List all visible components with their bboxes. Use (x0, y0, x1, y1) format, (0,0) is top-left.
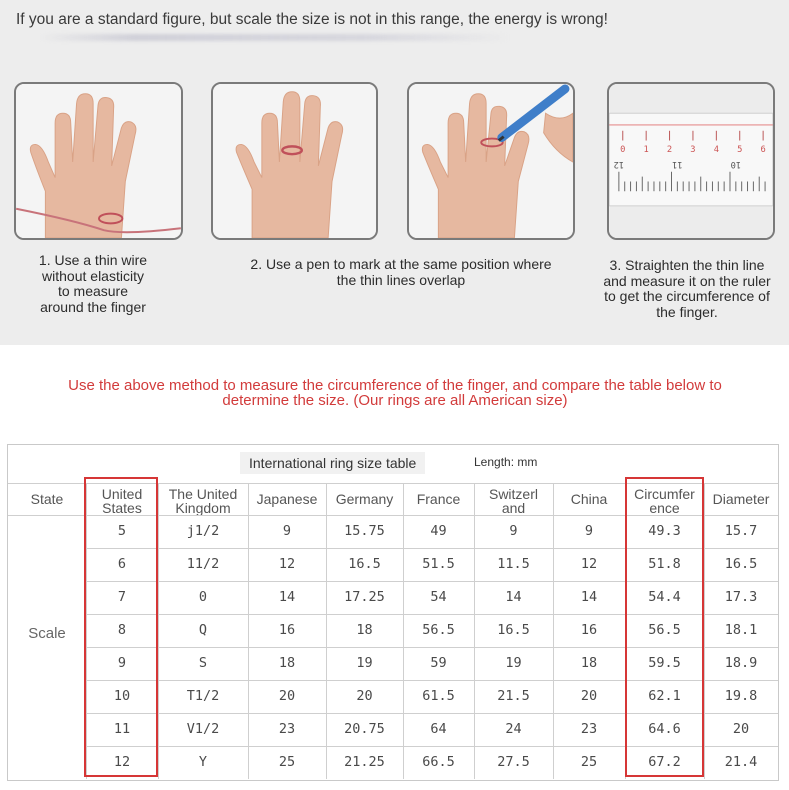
caption-line: to measure (57, 283, 129, 299)
step-1-image (14, 82, 183, 240)
table-cell: 11 (113, 721, 131, 737)
table-cell: V1/2 (186, 721, 220, 737)
table-cell: Q (198, 622, 208, 638)
caption-line: the finger. (656, 303, 718, 320)
ring-size-table (7, 444, 779, 781)
length-unit-note: Length: mm (474, 455, 538, 469)
table-cell: 15.7 (724, 523, 758, 539)
table-cell: 49.3 (648, 523, 681, 539)
step-3-image (607, 82, 775, 240)
table-cell: 15.75 (344, 523, 385, 539)
measurement-instruction (20, 378, 770, 408)
ruler-number: 0 (620, 145, 626, 156)
table-cell: 59.5 (648, 655, 681, 671)
table-cell: 24 (505, 721, 522, 737)
ruler-number-inverted: 12 (613, 158, 625, 169)
table-cell: 12 (113, 754, 131, 770)
table-cell: 19 (505, 655, 522, 671)
column-header-line: Japanese (256, 491, 318, 507)
column-header (158, 483, 248, 515)
table-cell: 59 (430, 655, 447, 671)
pen-marking-hand-icon (409, 84, 573, 238)
column-header-line: ence (649, 500, 680, 515)
table-cell: 9 (584, 523, 594, 539)
table-cell: 51.5 (422, 556, 455, 572)
step-2-caption (226, 257, 576, 288)
table-cell: 49 (430, 523, 447, 539)
table-cell: 9 (509, 523, 518, 539)
row-group-label: Scale (28, 625, 66, 642)
table-cell: j1/2 (186, 523, 220, 539)
column-header-line: State (30, 491, 64, 507)
blurred-text-line (40, 34, 510, 41)
table-cell: 66.5 (422, 754, 455, 770)
column-header-line: China (570, 491, 608, 507)
step-2b-image (407, 82, 575, 240)
table-cell: 6 (117, 556, 127, 572)
table-cell: 20 (732, 721, 750, 737)
column-header-line: Kingdom (175, 500, 231, 515)
table-cell: 21.25 (344, 754, 385, 770)
table-cell: 11.5 (497, 556, 530, 572)
table-cell: 14 (505, 589, 522, 605)
table-cell: 10 (113, 688, 131, 704)
table-cell: 17.3 (724, 589, 758, 605)
table-cell: 7 (117, 589, 127, 605)
caption-line: 1. Use a thin wire (38, 252, 148, 268)
step-1-caption (14, 253, 172, 315)
instruction-line: determine the size. (Our rings are all American size) (222, 392, 568, 409)
hand-with-ring-icon (213, 84, 376, 238)
table-cell: 18 (356, 622, 373, 638)
table-cell: 54.4 (648, 589, 681, 605)
column-header (474, 483, 553, 515)
table-cell: 16 (278, 622, 296, 638)
instruction-panel (0, 0, 789, 345)
table-cell: 18 (278, 655, 296, 671)
table-cell: 27.5 (497, 754, 530, 770)
caption-line: and measure it on the ruler (603, 272, 771, 289)
column-header-line: and (501, 500, 526, 515)
circumference-highlight (625, 477, 704, 777)
column-header-line: United (101, 486, 143, 502)
table-cell: 20.75 (344, 721, 385, 737)
column-header (553, 483, 625, 515)
table-cell: 19.8 (724, 688, 758, 704)
ruler-icon (609, 84, 773, 238)
table-cell: 16 (580, 622, 598, 638)
column-header-line: France (416, 491, 461, 507)
table-cell: 9 (117, 655, 127, 671)
table-cell: 18 (580, 655, 598, 671)
table-cell: 20 (580, 688, 598, 704)
column-header-line: Diameter (712, 491, 770, 507)
table-cell: 25 (278, 754, 296, 770)
table-cell: 67.2 (648, 754, 681, 770)
caption-line: around the finger (40, 298, 146, 315)
table-cell: 62.1 (648, 688, 681, 704)
caption-line: 3. Straighten the thin line (609, 257, 765, 273)
ruler-number: 6 (760, 145, 766, 156)
table-cell: 14 (580, 589, 598, 605)
table-cell: T1/2 (186, 688, 220, 704)
column-header (326, 483, 403, 515)
table-cell: 61.5 (422, 688, 455, 704)
top-note: If you are a standard figure, but scale the size is not in this range, the energy is wrong! (16, 11, 608, 28)
column-header-line: Switzerl (488, 486, 538, 502)
column-header (403, 483, 474, 515)
table-cell: 17.25 (344, 589, 385, 605)
caption-line: the thin lines overlap (336, 271, 466, 288)
column-header-line: States (102, 500, 142, 515)
table-cell: 8 (117, 622, 127, 638)
table-cell: 5 (117, 523, 127, 539)
column-header (248, 483, 326, 515)
table-cell: 51.8 (648, 556, 681, 572)
column-header-line: Germany (335, 491, 394, 507)
table-cell: 64.6 (648, 721, 681, 737)
table-cell: 25 (580, 754, 598, 770)
table-cell: 11/2 (186, 556, 220, 572)
ruler-number-inverted: 10 (730, 158, 742, 169)
table-cell: 23 (278, 721, 296, 737)
ruler-number: 4 (713, 145, 719, 156)
table-cell: 54 (430, 589, 447, 605)
table-cell: 18.9 (724, 655, 758, 671)
table-cell: 9 (282, 523, 292, 539)
table-cell: 23 (580, 721, 598, 737)
us-size-highlight (84, 477, 158, 777)
table-cell: 16.5 (348, 556, 381, 572)
ruler-number-inverted: 11 (672, 158, 683, 169)
table-cell: 18.1 (724, 622, 758, 638)
table-cell: 20 (356, 688, 373, 704)
table-cell: 56.5 (422, 622, 455, 638)
table-cell: 20 (278, 688, 296, 704)
hand-with-wire-icon (16, 84, 181, 238)
column-header (704, 483, 778, 515)
column-header (8, 483, 86, 515)
table-cell: 16.5 (497, 622, 530, 638)
table-cell: S (198, 655, 208, 671)
ruler-number: 3 (690, 145, 696, 156)
column-header-line: Circumfer (634, 486, 695, 502)
caption-line: to get the circumference of (604, 288, 770, 304)
table-cell: 16.5 (724, 556, 758, 572)
ruler-number: 1 (643, 145, 649, 156)
column-header-line: The United (168, 486, 238, 502)
step-3-caption (592, 258, 782, 320)
caption-line: without elasticity (42, 267, 144, 284)
instruction-line: Use the above method to measure the circumference of the finger, and compare the table below to (68, 377, 722, 394)
table-cell: 21.4 (724, 754, 758, 770)
table-cell: 64 (430, 721, 447, 737)
table-cell: 0 (198, 589, 208, 605)
table-cell: 12 (278, 556, 296, 572)
ruler-number: 2 (666, 145, 673, 156)
table-cell: 14 (278, 589, 296, 605)
table-cell: 56.5 (648, 622, 681, 638)
step-2-image (211, 82, 378, 240)
table-cell: 19 (356, 655, 373, 671)
table-cell: 12 (580, 556, 598, 572)
table-cell: 21.5 (497, 688, 530, 704)
caption-line: 2. Use a pen to mark at the same position where (250, 256, 552, 272)
table-cell: Y (198, 754, 208, 770)
ruler-number: 5 (737, 145, 743, 156)
table-title: International ring size table (240, 452, 425, 474)
